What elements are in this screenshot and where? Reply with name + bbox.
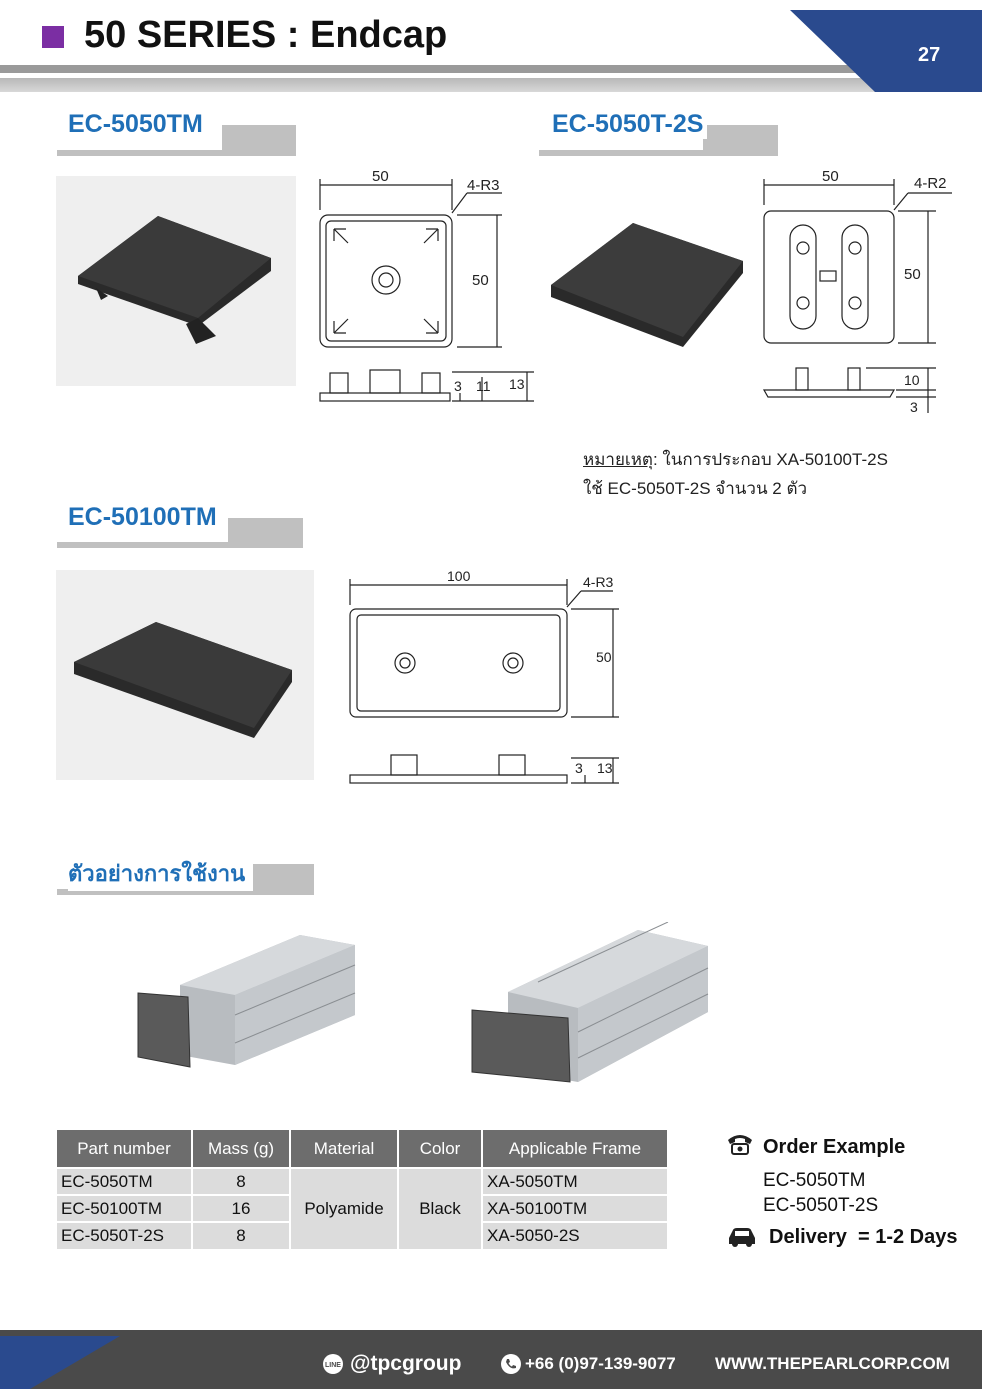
cell-frame: XA-5050TM [482,1168,668,1195]
cell-color: Black [398,1168,482,1249]
dim-side-a: 3 [454,378,462,394]
note-label: หมายเหตุ [583,450,653,469]
dim-side-c: 13 [509,376,525,392]
note-line-1 [583,446,888,473]
delivery-value: = 1-2 Days [857,1226,958,1248]
col-color: Color [398,1130,482,1168]
section-underline [539,150,778,156]
usage-example-square [130,925,360,1070]
product-photo-ec5050t2s [545,205,755,355]
dim-height: 50 [472,272,489,289]
footer-phone[interactable]: +66 (0)97-139-9077 [525,1354,676,1373]
page-number: 27 [918,44,941,66]
dim-radius: 4-R3 [467,177,500,194]
col-mass: Mass (g) [192,1130,290,1168]
car-icon [727,1226,757,1248]
footer-accent [0,1326,180,1389]
dim-side-a: 3 [575,760,583,776]
drawing-ec5050tm [312,165,542,410]
footer-website[interactable]: WWW.THEPEARLCORP.COM [715,1354,950,1373]
drawing-ec5050t2s [756,165,956,420]
dim-side-b: 3 [910,399,918,415]
cell-mass: 8 [192,1222,290,1249]
dim-width: 50 [822,168,839,185]
drawing-ec50100tm [345,565,625,790]
footer-line-id[interactable]: @tpcgroup [350,1352,462,1375]
product-code-ec50100tm: EC-50100TM [68,503,223,532]
cell-mass: 16 [192,1195,290,1222]
dim-width: 100 [447,568,471,584]
col-part-number: Part number [57,1130,192,1168]
product-code-ec5050tm: EC-5050TM [68,110,217,139]
order-example-title: Order Example [763,1136,906,1158]
header-accent-square [42,26,64,48]
page-number-tab [790,10,982,92]
cell-part: EC-5050T-2S [57,1222,192,1249]
cell-frame: XA-5050-2S [482,1222,668,1249]
col-material: Material [290,1130,398,1168]
note-text-1: : ในการประกอบ XA-50100T-2S [652,450,888,469]
line-app-icon[interactable] [322,1353,344,1375]
cell-part: EC-50100TM [57,1195,192,1222]
cell-part: EC-5050TM [57,1168,192,1195]
dim-side-a: 10 [904,372,920,388]
dim-width: 50 [372,168,389,185]
dim-side-b: 11 [476,378,491,394]
product-code-ec5050t2s: EC-5050T-2S [552,110,707,139]
telephone-icon [726,1132,754,1156]
dim-height: 50 [904,266,921,283]
dim-side-b: 13 [597,760,613,776]
delivery-label: Delivery [769,1226,847,1248]
line-badge-text: LINE [325,1362,341,1369]
usage-title: ตัวอย่างการใช้งาน [68,856,253,891]
dim-radius: 4-R2 [914,175,947,192]
usage-example-rect [468,922,713,1087]
order-item: EC-5050T-2S [763,1195,879,1216]
table-header-row [57,1130,668,1168]
dim-height: 50 [596,649,612,665]
spec-table [57,1130,669,1249]
section-underline [57,150,296,156]
section-underline [57,542,303,548]
cell-material: Polyamide [290,1168,398,1249]
table-row [57,1168,668,1195]
delivery-line [769,1226,957,1249]
page-title: 50 SERIES : Endcap [84,14,448,56]
cell-frame: XA-50100TM [482,1195,668,1222]
col-applicable-frame: Applicable Frame [482,1130,668,1168]
cell-mass: 8 [192,1168,290,1195]
product-photo-ec5050tm [56,176,296,386]
phone-icon [500,1353,522,1375]
dim-radius: 4-R3 [583,574,614,590]
order-item: EC-5050TM [763,1170,866,1191]
note-line-2: ใช้ EC-5050T-2S จำนวน 2 ตัว [583,479,808,498]
product-photo-ec50100tm [56,570,314,780]
